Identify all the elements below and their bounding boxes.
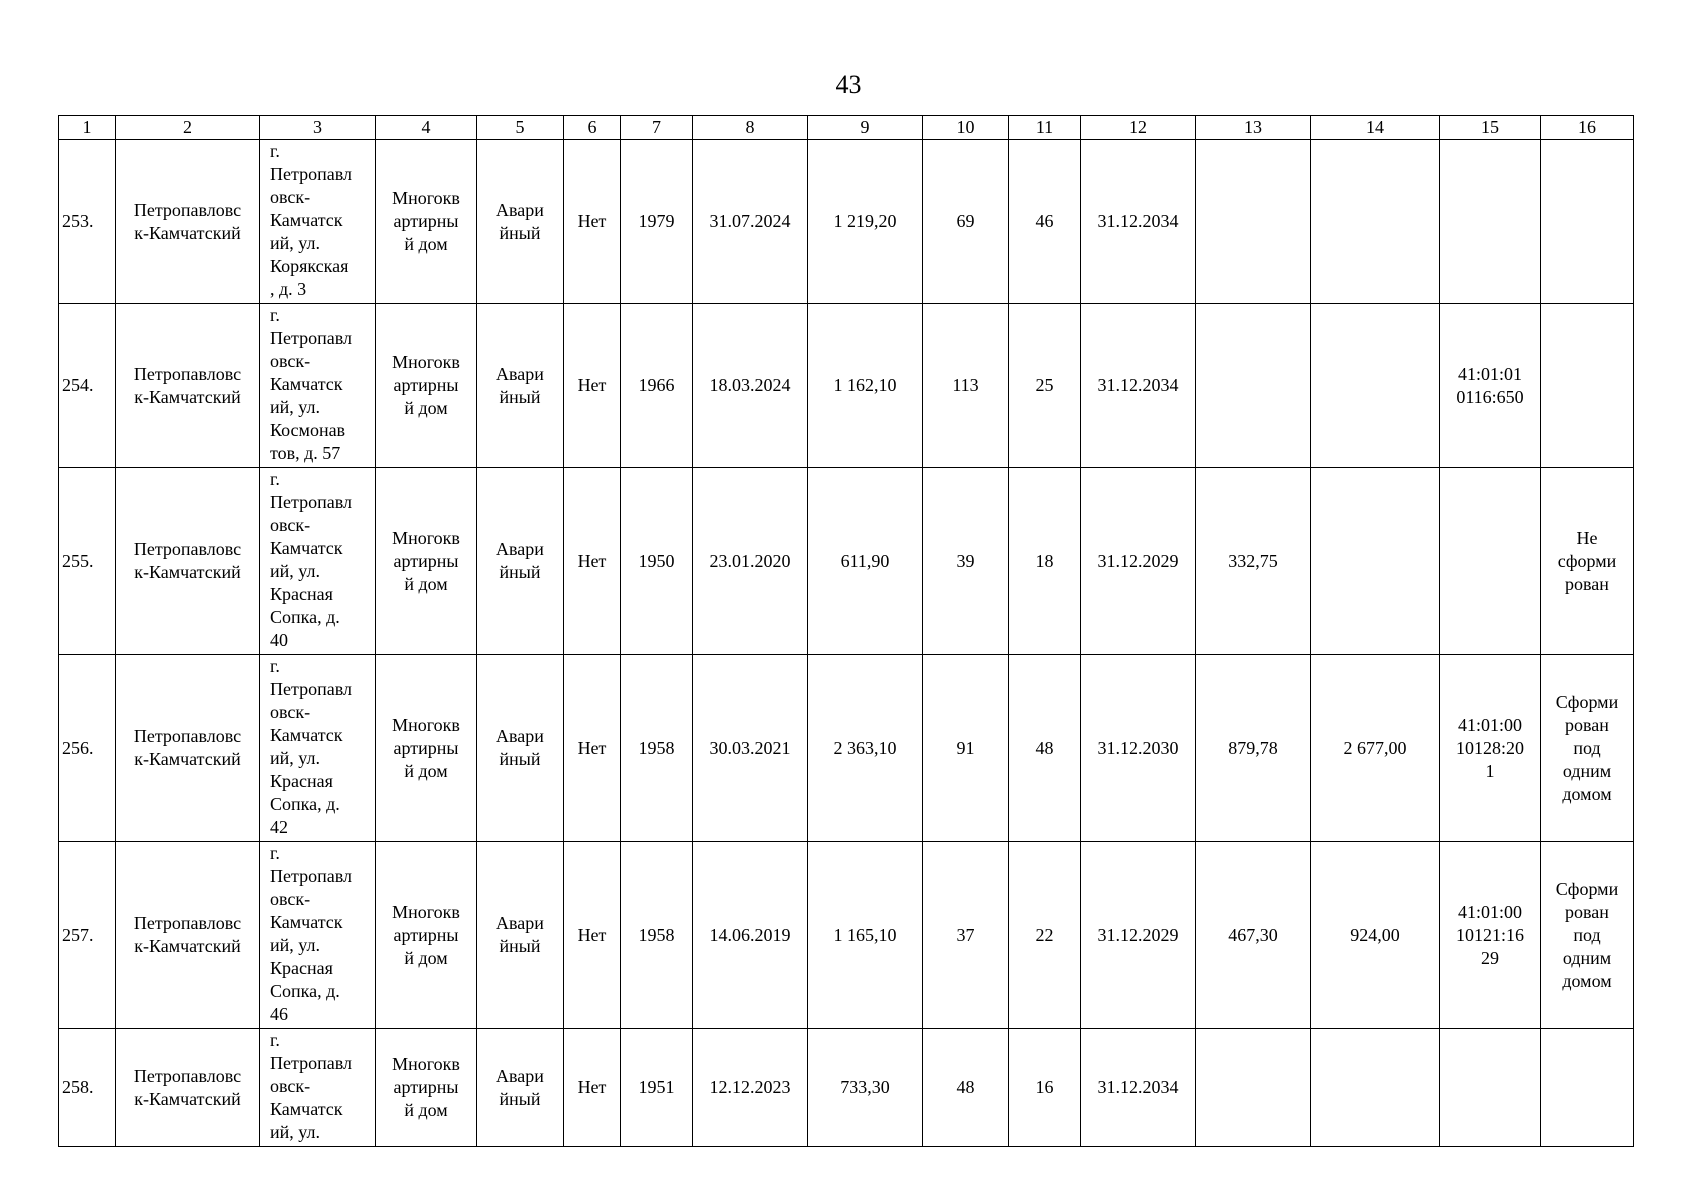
cell-col13 [1196,1029,1311,1147]
cadastral-number-cell [1440,140,1541,304]
column-header: 16 [1541,116,1634,140]
condition-cell: Авари йный [477,304,564,468]
cadastral-number-cell: 41:01:00 10128:20 1 [1440,655,1541,842]
municipality-cell: Петропавловс к-Камчатский [116,842,260,1029]
cell-col11: 18 [1009,468,1081,655]
land-status-cell [1541,304,1634,468]
cell-col10: 39 [923,468,1009,655]
land-status-cell [1541,1029,1634,1147]
deadline-cell: 31.12.2029 [1081,842,1196,1029]
row-number: 257. [59,842,116,1029]
column-header: 10 [923,116,1009,140]
housing-registry-table [58,115,1634,1147]
cell-col10: 113 [923,304,1009,468]
row-number: 254. [59,304,116,468]
row-number: 253. [59,140,116,304]
building-type-cell: Многокв артирны й дом [376,655,477,842]
land-status-cell [1541,140,1634,304]
building-type-cell: Многокв артирны й дом [376,468,477,655]
cell-col10: 37 [923,842,1009,1029]
cell-col14: 924,00 [1311,842,1440,1029]
table-row [59,304,1634,468]
year-cell: 1950 [621,468,693,655]
cell-col13: 332,75 [1196,468,1311,655]
address-cell: г. Петропавл овск- Камчатск ий, ул. [260,1029,376,1147]
column-header: 8 [693,116,808,140]
date-cell: 12.12.2023 [693,1029,808,1147]
address-cell: г. Петропавл овск- Камчатск ий, ул. Красная Сопка, д. 40 [260,468,376,655]
area-cell: 1 165,10 [808,842,923,1029]
row-number: 256. [59,655,116,842]
deadline-cell: 31.12.2034 [1081,304,1196,468]
column-header: 13 [1196,116,1311,140]
cell-col14 [1311,140,1440,304]
column-header: 5 [477,116,564,140]
column-header: 7 [621,116,693,140]
deadline-cell: 31.12.2034 [1081,1029,1196,1147]
table-row [59,842,1634,1029]
deadline-cell: 31.12.2029 [1081,468,1196,655]
cell-col11: 22 [1009,842,1081,1029]
area-cell: 733,30 [808,1029,923,1147]
column-header: 14 [1311,116,1440,140]
cadastral-number-cell [1440,1029,1541,1147]
area-cell: 1 162,10 [808,304,923,468]
column-header: 4 [376,116,477,140]
year-cell: 1951 [621,1029,693,1147]
municipality-cell: Петропавловс к-Камчатский [116,304,260,468]
column-header: 15 [1440,116,1541,140]
table-row [59,655,1634,842]
municipality-cell: Петропавловс к-Камчатский [116,1029,260,1147]
cell-col13 [1196,140,1311,304]
page-number: 43 [835,70,862,99]
condition-cell: Авари йный [477,842,564,1029]
column-header: 6 [564,116,621,140]
cell-col14 [1311,1029,1440,1147]
year-cell: 1958 [621,655,693,842]
area-cell: 2 363,10 [808,655,923,842]
deadline-cell: 31.12.2030 [1081,655,1196,842]
condition-cell: Авари йный [477,1029,564,1147]
cell-col13: 879,78 [1196,655,1311,842]
date-cell: 14.06.2019 [693,842,808,1029]
deadline-cell: 31.12.2034 [1081,140,1196,304]
address-cell: г. Петропавл овск- Камчатск ий, ул. Красная Сопка, д. 46 [260,842,376,1029]
cell-col6: Нет [564,468,621,655]
land-status-cell: Сформи рован под одним домом [1541,655,1634,842]
column-header: 3 [260,116,376,140]
cell-col6: Нет [564,842,621,1029]
column-header: 11 [1009,116,1081,140]
address-cell: г. Петропавл овск- Камчатск ий, ул. Красная Сопка, д. 42 [260,655,376,842]
area-cell: 1 219,20 [808,140,923,304]
cell-col6: Нет [564,655,621,842]
cell-col10: 91 [923,655,1009,842]
building-type-cell: Многокв артирны й дом [376,1029,477,1147]
cell-col11: 25 [1009,304,1081,468]
table-row [59,468,1634,655]
year-cell: 1958 [621,842,693,1029]
condition-cell: Авари йный [477,655,564,842]
column-header: 9 [808,116,923,140]
cell-col10: 48 [923,1029,1009,1147]
cell-col10: 69 [923,140,1009,304]
row-number: 258. [59,1029,116,1147]
cell-col11: 46 [1009,140,1081,304]
cell-col13 [1196,304,1311,468]
municipality-cell: Петропавловс к-Камчатский [116,655,260,842]
building-type-cell: Многокв артирны й дом [376,140,477,304]
address-cell: г. Петропавл овск- Камчатск ий, ул. Корякская , д. 3 [260,140,376,304]
area-cell: 611,90 [808,468,923,655]
building-type-cell: Многокв артирны й дом [376,842,477,1029]
date-cell: 31.07.2024 [693,140,808,304]
cell-col14 [1311,468,1440,655]
table-row [59,1029,1634,1147]
cadastral-number-cell: 41:01:01 0116:650 [1440,304,1541,468]
cell-col14 [1311,304,1440,468]
cell-col14: 2 677,00 [1311,655,1440,842]
row-number: 255. [59,468,116,655]
year-cell: 1979 [621,140,693,304]
column-header: 12 [1081,116,1196,140]
cell-col11: 16 [1009,1029,1081,1147]
date-cell: 30.03.2021 [693,655,808,842]
cell-col13: 467,30 [1196,842,1311,1029]
column-header: 2 [116,116,260,140]
date-cell: 23.01.2020 [693,468,808,655]
year-cell: 1966 [621,304,693,468]
condition-cell: Авари йный [477,468,564,655]
cadastral-number-cell [1440,468,1541,655]
municipality-cell: Петропавловс к-Камчатский [116,140,260,304]
land-status-cell: Сформи рован под одним домом [1541,842,1634,1029]
column-header: 1 [59,116,116,140]
address-cell: г. Петропавл овск- Камчатск ий, ул. Космонав тов, д. 57 [260,304,376,468]
table-row [59,140,1634,304]
condition-cell: Авари йный [477,140,564,304]
cell-col11: 48 [1009,655,1081,842]
header-row [59,116,1634,140]
date-cell: 18.03.2024 [693,304,808,468]
cadastral-number-cell: 41:01:00 10121:16 29 [1440,842,1541,1029]
cell-col6: Нет [564,304,621,468]
land-status-cell: Не сформи рован [1541,468,1634,655]
municipality-cell: Петропавловс к-Камчатский [116,468,260,655]
building-type-cell: Многокв артирны й дом [376,304,477,468]
cell-col6: Нет [564,1029,621,1147]
cell-col6: Нет [564,140,621,304]
